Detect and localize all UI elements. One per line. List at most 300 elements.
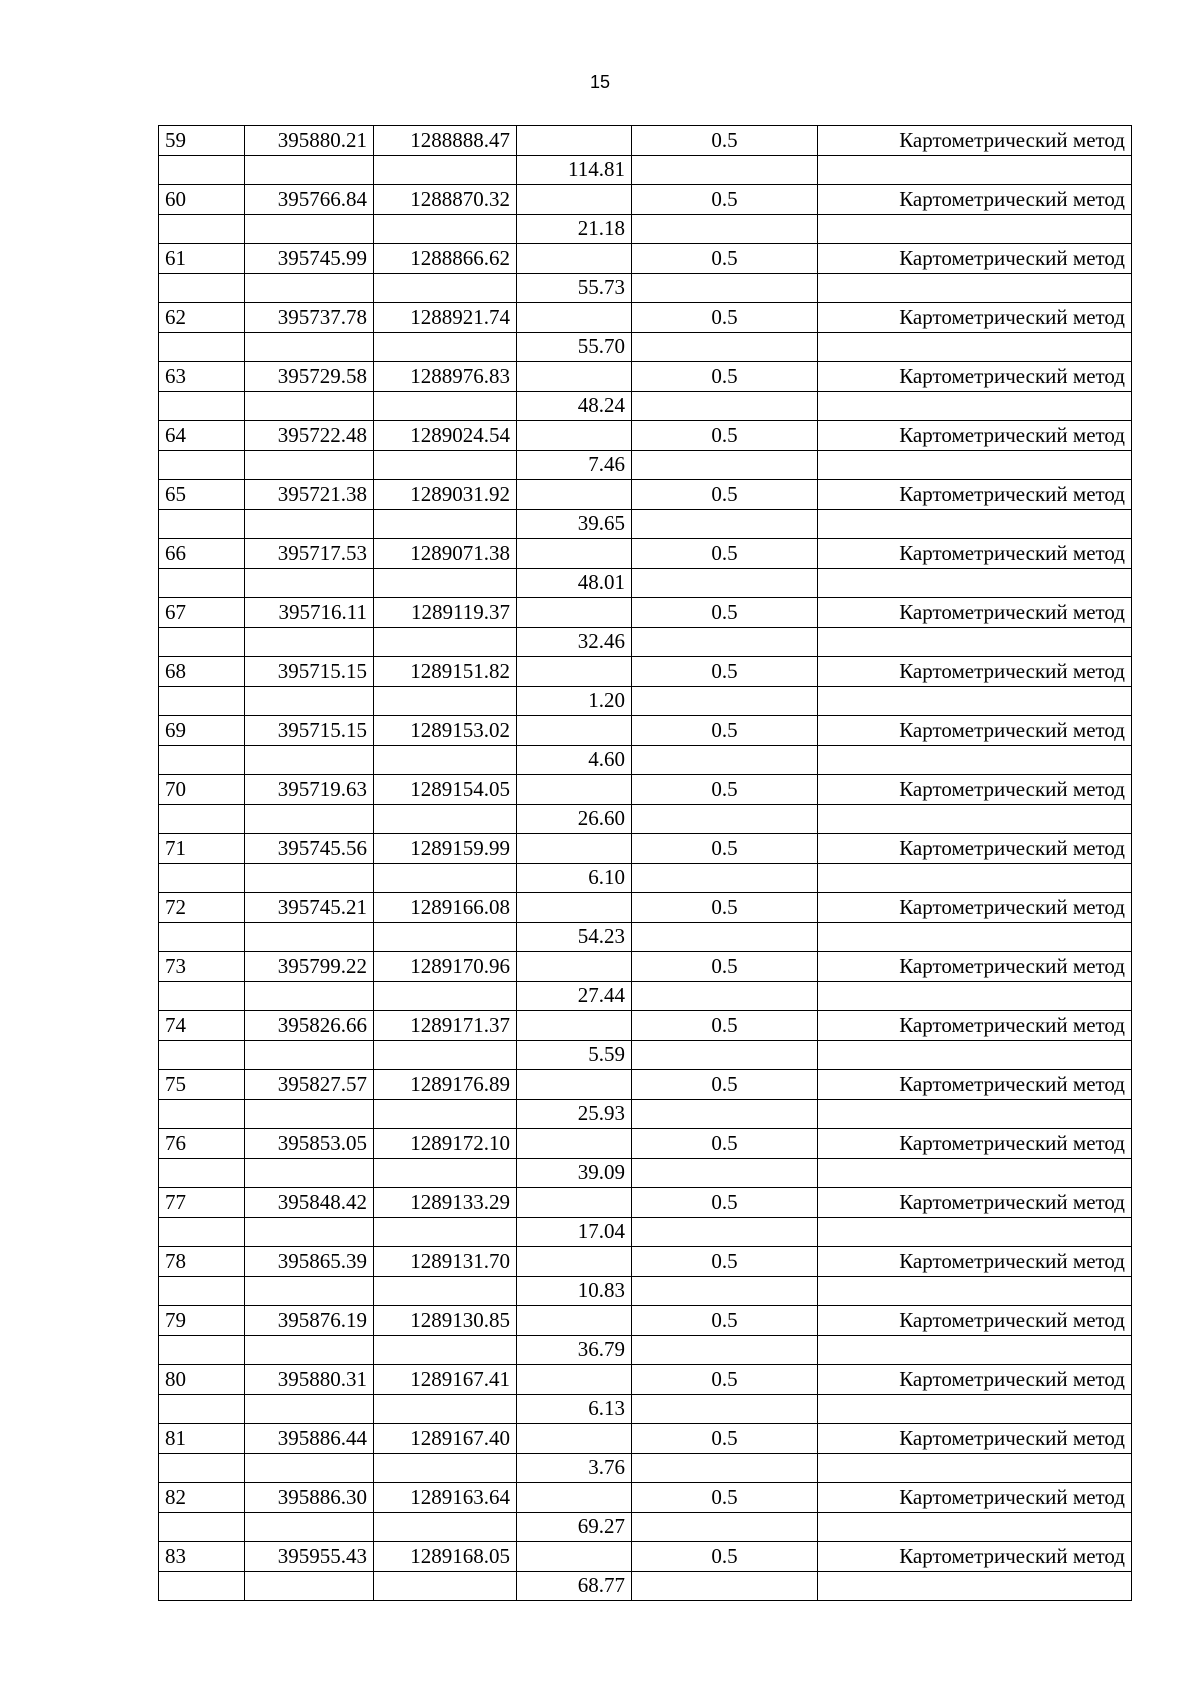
empty-cell — [245, 686, 374, 716]
method-cell: Картометрический метод — [818, 244, 1132, 274]
precision-cell: 0.5 — [632, 421, 818, 451]
point-number-cell: 70 — [159, 775, 245, 805]
empty-cell — [818, 1453, 1132, 1483]
distance-cell-empty — [517, 303, 632, 333]
empty-cell — [818, 745, 1132, 775]
empty-cell — [632, 1453, 818, 1483]
table-row-point — [159, 834, 1132, 864]
precision-cell: 0.5 — [632, 303, 818, 333]
empty-cell — [374, 745, 517, 775]
distance-cell-empty — [517, 1365, 632, 1395]
table-row-point — [159, 1365, 1132, 1395]
point-number-cell: 76 — [159, 1129, 245, 1159]
empty-cell — [159, 1158, 245, 1188]
empty-cell — [374, 1217, 517, 1247]
table-row-distance — [159, 1512, 1132, 1542]
distance-cell-empty — [517, 1011, 632, 1041]
empty-cell — [818, 1276, 1132, 1306]
method-cell: Картометрический метод — [818, 1365, 1132, 1395]
precision-cell: 0.5 — [632, 657, 818, 687]
distance-cell: 48.24 — [517, 391, 632, 421]
table-row-point — [159, 1070, 1132, 1100]
empty-cell — [818, 1394, 1132, 1424]
precision-cell: 0.5 — [632, 1424, 818, 1454]
y-coordinate-cell: 1289133.29 — [374, 1188, 517, 1218]
empty-cell — [818, 1040, 1132, 1070]
empty-cell — [818, 1099, 1132, 1129]
table-row-distance — [159, 332, 1132, 362]
empty-cell — [159, 1040, 245, 1070]
point-number-cell: 74 — [159, 1011, 245, 1041]
distance-cell-empty — [517, 1542, 632, 1572]
table-row-distance — [159, 1158, 1132, 1188]
table-row-point — [159, 1424, 1132, 1454]
precision-cell: 0.5 — [632, 1188, 818, 1218]
distance-cell-empty — [517, 775, 632, 805]
empty-cell — [245, 1394, 374, 1424]
method-cell: Картометрический метод — [818, 1247, 1132, 1277]
empty-cell — [632, 332, 818, 362]
table-row-distance — [159, 1217, 1132, 1247]
y-coordinate-cell: 1289167.41 — [374, 1365, 517, 1395]
table-row-distance — [159, 568, 1132, 598]
distance-cell: 54.23 — [517, 922, 632, 952]
point-number-cell: 66 — [159, 539, 245, 569]
empty-cell — [632, 922, 818, 952]
empty-cell — [632, 1394, 818, 1424]
empty-cell — [374, 1453, 517, 1483]
distance-cell: 1.20 — [517, 686, 632, 716]
table-row-distance — [159, 509, 1132, 539]
empty-cell — [374, 568, 517, 598]
point-number-cell: 59 — [159, 126, 245, 156]
empty-cell — [632, 863, 818, 893]
x-coordinate-cell: 395722.48 — [245, 421, 374, 451]
empty-cell — [632, 1217, 818, 1247]
distance-cell: 17.04 — [517, 1217, 632, 1247]
empty-cell — [245, 1099, 374, 1129]
distance-cell-empty — [517, 539, 632, 569]
empty-cell — [159, 1099, 245, 1129]
distance-cell: 21.18 — [517, 214, 632, 244]
empty-cell — [374, 1276, 517, 1306]
point-number-cell: 80 — [159, 1365, 245, 1395]
precision-cell: 0.5 — [632, 362, 818, 392]
x-coordinate-cell: 395880.21 — [245, 126, 374, 156]
distance-cell: 48.01 — [517, 568, 632, 598]
empty-cell — [818, 332, 1132, 362]
empty-cell — [159, 1571, 245, 1601]
y-coordinate-cell: 1289176.89 — [374, 1070, 517, 1100]
x-coordinate-cell: 395886.30 — [245, 1483, 374, 1513]
empty-cell — [632, 627, 818, 657]
point-number-cell: 64 — [159, 421, 245, 451]
x-coordinate-cell: 395717.53 — [245, 539, 374, 569]
precision-cell: 0.5 — [632, 834, 818, 864]
distance-cell-empty — [517, 421, 632, 451]
empty-cell — [374, 922, 517, 952]
distance-cell-empty — [517, 480, 632, 510]
table-row-distance — [159, 922, 1132, 952]
y-coordinate-cell: 1289170.96 — [374, 952, 517, 982]
table-row-distance — [159, 155, 1132, 185]
method-cell: Картометрический метод — [818, 598, 1132, 628]
empty-cell — [159, 391, 245, 421]
precision-cell: 0.5 — [632, 716, 818, 746]
x-coordinate-cell: 395827.57 — [245, 1070, 374, 1100]
empty-cell — [374, 1099, 517, 1129]
empty-cell — [159, 273, 245, 303]
empty-cell — [632, 273, 818, 303]
empty-cell — [159, 1335, 245, 1365]
method-cell: Картометрический метод — [818, 1424, 1132, 1454]
precision-cell: 0.5 — [632, 126, 818, 156]
distance-cell: 25.93 — [517, 1099, 632, 1129]
empty-cell — [159, 627, 245, 657]
table-row-distance — [159, 863, 1132, 893]
empty-cell — [245, 1217, 374, 1247]
table-row-distance — [159, 1571, 1132, 1601]
empty-cell — [245, 214, 374, 244]
table-row-point — [159, 185, 1132, 215]
distance-cell-empty — [517, 1188, 632, 1218]
coordinates-table — [158, 125, 1132, 1601]
precision-cell: 0.5 — [632, 1542, 818, 1572]
distance-cell-empty — [517, 716, 632, 746]
empty-cell — [374, 1394, 517, 1424]
empty-cell — [159, 1394, 245, 1424]
y-coordinate-cell: 1289131.70 — [374, 1247, 517, 1277]
table-row-point — [159, 1247, 1132, 1277]
empty-cell — [374, 981, 517, 1011]
precision-cell: 0.5 — [632, 539, 818, 569]
method-cell: Картометрический метод — [818, 893, 1132, 923]
precision-cell: 0.5 — [632, 893, 818, 923]
y-coordinate-cell: 1289031.92 — [374, 480, 517, 510]
point-number-cell: 69 — [159, 716, 245, 746]
point-number-cell: 60 — [159, 185, 245, 215]
empty-cell — [245, 1571, 374, 1601]
y-coordinate-cell: 1288976.83 — [374, 362, 517, 392]
y-coordinate-cell: 1289166.08 — [374, 893, 517, 923]
empty-cell — [632, 1040, 818, 1070]
empty-cell — [159, 1512, 245, 1542]
x-coordinate-cell: 395955.43 — [245, 1542, 374, 1572]
distance-cell: 27.44 — [517, 981, 632, 1011]
method-cell: Картометрический метод — [818, 1129, 1132, 1159]
distance-cell-empty — [517, 1070, 632, 1100]
method-cell: Картометрический метод — [818, 1070, 1132, 1100]
empty-cell — [245, 922, 374, 952]
x-coordinate-cell: 395865.39 — [245, 1247, 374, 1277]
empty-cell — [632, 509, 818, 539]
empty-cell — [245, 745, 374, 775]
table-row-distance — [159, 450, 1132, 480]
empty-cell — [159, 686, 245, 716]
precision-cell: 0.5 — [632, 1483, 818, 1513]
empty-cell — [632, 1099, 818, 1129]
x-coordinate-cell: 395715.15 — [245, 657, 374, 687]
empty-cell — [245, 155, 374, 185]
empty-cell — [818, 981, 1132, 1011]
y-coordinate-cell: 1289163.64 — [374, 1483, 517, 1513]
empty-cell — [159, 568, 245, 598]
distance-cell: 26.60 — [517, 804, 632, 834]
table-row-distance — [159, 1040, 1132, 1070]
point-number-cell: 81 — [159, 1424, 245, 1454]
empty-cell — [245, 1512, 374, 1542]
y-coordinate-cell: 1289151.82 — [374, 657, 517, 687]
empty-cell — [374, 804, 517, 834]
empty-cell — [632, 745, 818, 775]
empty-cell — [818, 627, 1132, 657]
empty-cell — [818, 568, 1132, 598]
table-row-point — [159, 480, 1132, 510]
empty-cell — [245, 1453, 374, 1483]
distance-cell-empty — [517, 952, 632, 982]
y-coordinate-cell: 1289119.37 — [374, 598, 517, 628]
table-row-point — [159, 539, 1132, 569]
method-cell: Картометрический метод — [818, 480, 1132, 510]
x-coordinate-cell: 395745.56 — [245, 834, 374, 864]
point-number-cell: 67 — [159, 598, 245, 628]
empty-cell — [159, 155, 245, 185]
x-coordinate-cell: 395848.42 — [245, 1188, 374, 1218]
empty-cell — [374, 509, 517, 539]
table-row-point — [159, 598, 1132, 628]
distance-cell-empty — [517, 834, 632, 864]
distance-cell-empty — [517, 185, 632, 215]
empty-cell — [159, 863, 245, 893]
point-number-cell: 78 — [159, 1247, 245, 1277]
y-coordinate-cell: 1289071.38 — [374, 539, 517, 569]
empty-cell — [818, 450, 1132, 480]
x-coordinate-cell: 395876.19 — [245, 1306, 374, 1336]
distance-cell: 32.46 — [517, 627, 632, 657]
x-coordinate-cell: 395715.15 — [245, 716, 374, 746]
empty-cell — [818, 155, 1132, 185]
coordinates-table-body — [159, 126, 1132, 1601]
empty-cell — [818, 509, 1132, 539]
distance-cell-empty — [517, 362, 632, 392]
table-row-distance — [159, 1453, 1132, 1483]
table-row-distance — [159, 1276, 1132, 1306]
empty-cell — [818, 273, 1132, 303]
distance-cell: 36.79 — [517, 1335, 632, 1365]
x-coordinate-cell: 395826.66 — [245, 1011, 374, 1041]
x-coordinate-cell: 395745.99 — [245, 244, 374, 274]
empty-cell — [374, 686, 517, 716]
page-number: 15 — [589, 72, 611, 92]
distance-cell: 69.27 — [517, 1512, 632, 1542]
precision-cell: 0.5 — [632, 185, 818, 215]
distance-cell-empty — [517, 1424, 632, 1454]
method-cell: Картометрический метод — [818, 539, 1132, 569]
distance-cell: 6.10 — [517, 863, 632, 893]
empty-cell — [632, 1276, 818, 1306]
y-coordinate-cell: 1288870.32 — [374, 185, 517, 215]
point-number-cell: 83 — [159, 1542, 245, 1572]
empty-cell — [818, 391, 1132, 421]
empty-cell — [245, 450, 374, 480]
precision-cell: 0.5 — [632, 1011, 818, 1041]
point-number-cell: 73 — [159, 952, 245, 982]
precision-cell: 0.5 — [632, 1247, 818, 1277]
distance-cell-empty — [517, 893, 632, 923]
empty-cell — [159, 1453, 245, 1483]
empty-cell — [818, 1335, 1132, 1365]
empty-cell — [818, 686, 1132, 716]
table-row-distance — [159, 273, 1132, 303]
empty-cell — [159, 450, 245, 480]
precision-cell: 0.5 — [632, 1365, 818, 1395]
empty-cell — [374, 1040, 517, 1070]
y-coordinate-cell: 1288921.74 — [374, 303, 517, 333]
point-number-cell: 75 — [159, 1070, 245, 1100]
y-coordinate-cell: 1289159.99 — [374, 834, 517, 864]
empty-cell — [159, 981, 245, 1011]
y-coordinate-cell: 1289154.05 — [374, 775, 517, 805]
x-coordinate-cell: 395799.22 — [245, 952, 374, 982]
empty-cell — [245, 1158, 374, 1188]
distance-cell: 39.09 — [517, 1158, 632, 1188]
x-coordinate-cell: 395729.58 — [245, 362, 374, 392]
table-row-point — [159, 952, 1132, 982]
distance-cell: 39.65 — [517, 509, 632, 539]
table-row-distance — [159, 214, 1132, 244]
distance-cell-empty — [517, 1483, 632, 1513]
distance-cell-empty — [517, 657, 632, 687]
y-coordinate-cell: 1288888.47 — [374, 126, 517, 156]
empty-cell — [632, 1158, 818, 1188]
distance-cell-empty — [517, 598, 632, 628]
table-row-distance — [159, 804, 1132, 834]
distance-cell-empty — [517, 244, 632, 274]
y-coordinate-cell: 1289153.02 — [374, 716, 517, 746]
method-cell: Картометрический метод — [818, 1306, 1132, 1336]
empty-cell — [632, 981, 818, 1011]
empty-cell — [159, 922, 245, 952]
empty-cell — [632, 1512, 818, 1542]
y-coordinate-cell: 1289130.85 — [374, 1306, 517, 1336]
method-cell: Картометрический метод — [818, 362, 1132, 392]
method-cell: Картометрический метод — [818, 421, 1132, 451]
table-row-point — [159, 1483, 1132, 1513]
empty-cell — [818, 1217, 1132, 1247]
table-row-distance — [159, 391, 1132, 421]
empty-cell — [632, 391, 818, 421]
table-row-distance — [159, 627, 1132, 657]
table-row-point — [159, 657, 1132, 687]
empty-cell — [374, 1335, 517, 1365]
table-row-point — [159, 1306, 1132, 1336]
empty-cell — [632, 804, 818, 834]
table-row-point — [159, 1188, 1132, 1218]
table-row-distance — [159, 1394, 1132, 1424]
table-row-point — [159, 1129, 1132, 1159]
distance-cell: 55.70 — [517, 332, 632, 362]
distance-cell: 6.13 — [517, 1394, 632, 1424]
empty-cell — [245, 981, 374, 1011]
distance-cell-empty — [517, 1247, 632, 1277]
point-number-cell: 62 — [159, 303, 245, 333]
x-coordinate-cell: 395745.21 — [245, 893, 374, 923]
precision-cell: 0.5 — [632, 244, 818, 274]
method-cell: Картометрический метод — [818, 1011, 1132, 1041]
method-cell: Картометрический метод — [818, 1483, 1132, 1513]
point-number-cell: 68 — [159, 657, 245, 687]
empty-cell — [632, 214, 818, 244]
table-row-point — [159, 421, 1132, 451]
empty-cell — [245, 1276, 374, 1306]
precision-cell: 0.5 — [632, 1129, 818, 1159]
empty-cell — [632, 450, 818, 480]
table-row-distance — [159, 745, 1132, 775]
method-cell: Картометрический метод — [818, 834, 1132, 864]
empty-cell — [374, 273, 517, 303]
point-number-cell: 63 — [159, 362, 245, 392]
method-cell: Картометрический метод — [818, 716, 1132, 746]
empty-cell — [632, 1335, 818, 1365]
empty-cell — [818, 863, 1132, 893]
x-coordinate-cell: 395719.63 — [245, 775, 374, 805]
table-row-point — [159, 775, 1132, 805]
table-row-point — [159, 362, 1132, 392]
distance-cell: 4.60 — [517, 745, 632, 775]
table-row-point — [159, 126, 1132, 156]
empty-cell — [159, 214, 245, 244]
empty-cell — [374, 863, 517, 893]
empty-cell — [374, 332, 517, 362]
empty-cell — [374, 214, 517, 244]
table-row-point — [159, 303, 1132, 333]
distance-cell: 7.46 — [517, 450, 632, 480]
method-cell: Картометрический метод — [818, 657, 1132, 687]
x-coordinate-cell: 395853.05 — [245, 1129, 374, 1159]
empty-cell — [818, 1571, 1132, 1601]
empty-cell — [245, 1040, 374, 1070]
distance-cell: 3.76 — [517, 1453, 632, 1483]
empty-cell — [245, 804, 374, 834]
point-number-cell: 77 — [159, 1188, 245, 1218]
method-cell: Картометрический метод — [818, 185, 1132, 215]
table-row-point — [159, 244, 1132, 274]
method-cell: Картометрический метод — [818, 952, 1132, 982]
y-coordinate-cell: 1289171.37 — [374, 1011, 517, 1041]
distance-cell-empty — [517, 1306, 632, 1336]
y-coordinate-cell: 1289024.54 — [374, 421, 517, 451]
empty-cell — [374, 450, 517, 480]
table-row-distance — [159, 1335, 1132, 1365]
empty-cell — [374, 627, 517, 657]
distance-cell: 55.73 — [517, 273, 632, 303]
empty-cell — [245, 627, 374, 657]
empty-cell — [374, 391, 517, 421]
precision-cell: 0.5 — [632, 1070, 818, 1100]
precision-cell: 0.5 — [632, 952, 818, 982]
empty-cell — [632, 686, 818, 716]
point-number-cell: 82 — [159, 1483, 245, 1513]
empty-cell — [374, 155, 517, 185]
empty-cell — [818, 214, 1132, 244]
point-number-cell: 71 — [159, 834, 245, 864]
precision-cell: 0.5 — [632, 775, 818, 805]
point-number-cell: 79 — [159, 1306, 245, 1336]
empty-cell — [245, 391, 374, 421]
point-number-cell: 72 — [159, 893, 245, 923]
empty-cell — [245, 273, 374, 303]
empty-cell — [159, 1217, 245, 1247]
